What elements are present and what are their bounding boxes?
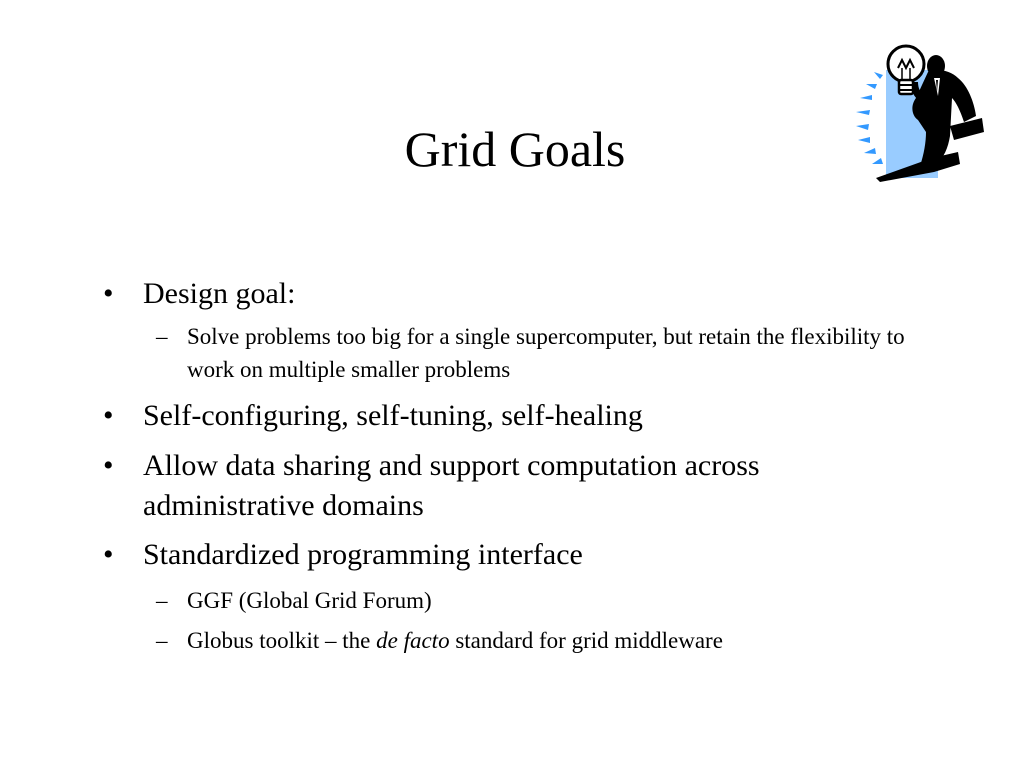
sub-bullet-item bbox=[156, 320, 947, 386]
dash-glyph: – bbox=[156, 588, 168, 613]
bullet-glyph: • bbox=[103, 538, 114, 571]
sub-bullet-suffix: standard for grid middleware bbox=[449, 628, 723, 653]
dash-glyph: – bbox=[156, 628, 168, 653]
bullet-text: Standardized programming interface bbox=[143, 538, 583, 571]
bullet-text: Self-configuring, self-tuning, self-healing bbox=[143, 399, 643, 432]
bullet-glyph: • bbox=[103, 449, 114, 482]
bullet-item bbox=[103, 535, 943, 575]
sub-bullet-item bbox=[156, 584, 947, 617]
bullet-glyph: • bbox=[103, 399, 114, 432]
sub-bullet-emphasis: de facto bbox=[376, 628, 450, 653]
bullet-item bbox=[103, 274, 943, 314]
bullet-glyph: • bbox=[103, 277, 114, 310]
sub-bullet-text: GGF (Global Grid Forum) bbox=[187, 588, 432, 613]
slide-title: Grid Goals bbox=[404, 121, 626, 177]
lightbulb-idea-businessman-icon bbox=[850, 40, 990, 182]
sub-bullet-prefix: Globus toolkit – the bbox=[187, 628, 377, 653]
sub-bullet-text: Solve problems too big for a single supercomputer, but retain the flexibility to work on multiple smaller problems bbox=[187, 324, 905, 382]
bullet-text: Allow data sharing and support computation across administrative domains bbox=[143, 449, 760, 522]
bullet-text: Design goal: bbox=[143, 277, 296, 310]
dash-glyph: – bbox=[156, 324, 168, 349]
bullet-item bbox=[103, 446, 863, 526]
sub-bullet-item bbox=[156, 624, 947, 657]
bullet-item bbox=[103, 396, 943, 436]
